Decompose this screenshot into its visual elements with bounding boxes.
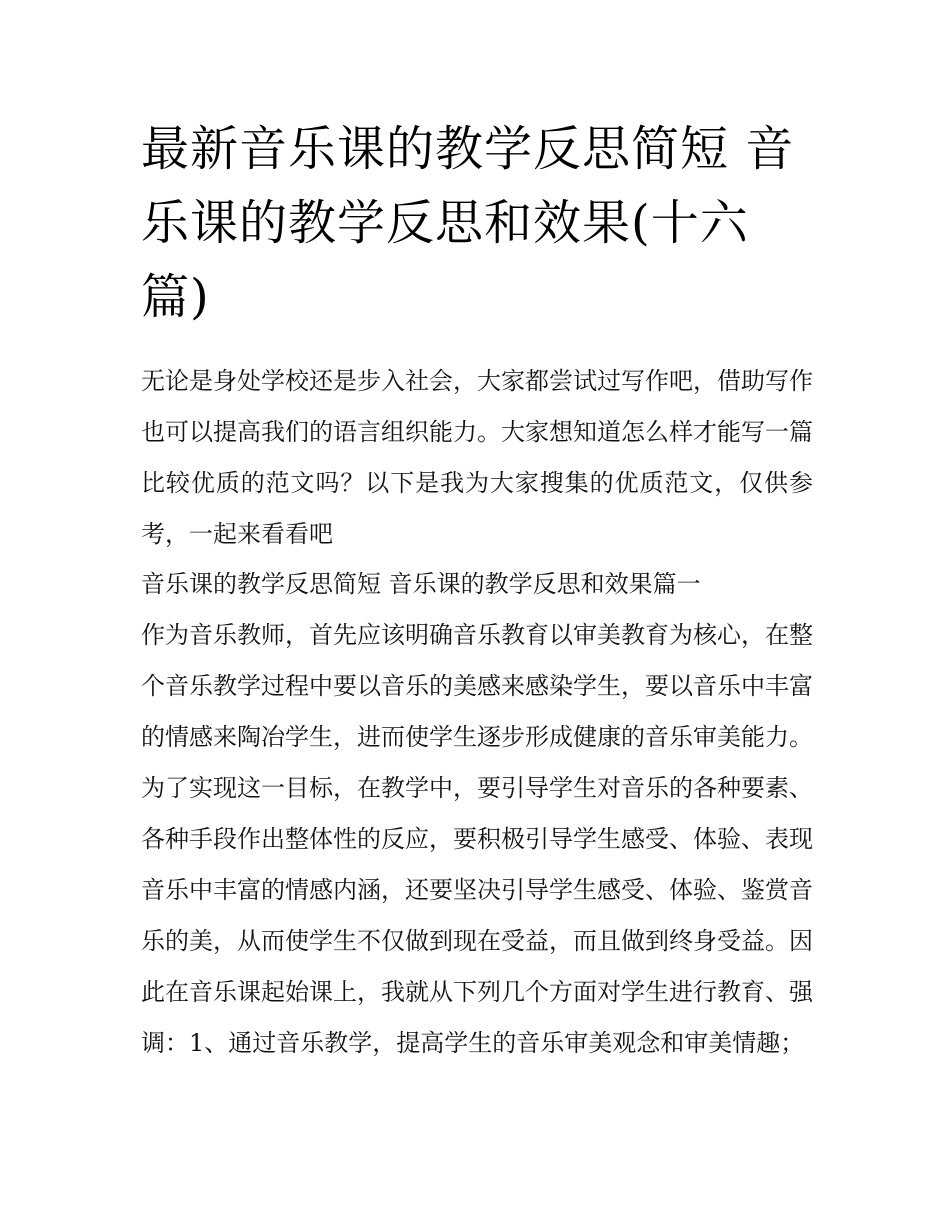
body-paragraph: 作为音乐教师，首先应该明确音乐教育以审美教育为核心，在整个音乐教学过程中要以音乐的美感来感染学生，要以音乐中丰富的情感来陶冶学生，进而使学生逐步形成健康的音乐审美能力。为了实现这一目标，在教学中，要引导学生对音乐的各种要素、各种手段作出整体性的反应，要积极引导学生感受、体验、表现音乐中丰富的情感内涵，还要坚决引导学生感受、体验、鉴赏音乐的美，从而使学生不仅做到现在受益，而且做到终身受益。因此在音乐课起始课上，我就从下列几个方面对学生进行教育、强调：1、通过音乐教学，提高学生的音乐审美观念和审美情趣； (141, 621, 813, 1057)
intro-paragraph: 无论是身处学校还是步入社会，大家都尝试过写作吧，借助写作也可以提高我们的语言组织能力。大家想知道怎么样才能写一篇比较优质的范文吗？以下是我为大家搜集的优质范文，仅供参考，一起来看看吧 (141, 367, 813, 548)
section-heading: 音乐课的教学反思简短 音乐课的教学反思和效果篇一 (141, 570, 701, 598)
document-title: 最新音乐课的教学反思简短 音乐课的教学反思和效果(十六篇) (141, 121, 795, 325)
document-content (141, 112, 813, 1069)
